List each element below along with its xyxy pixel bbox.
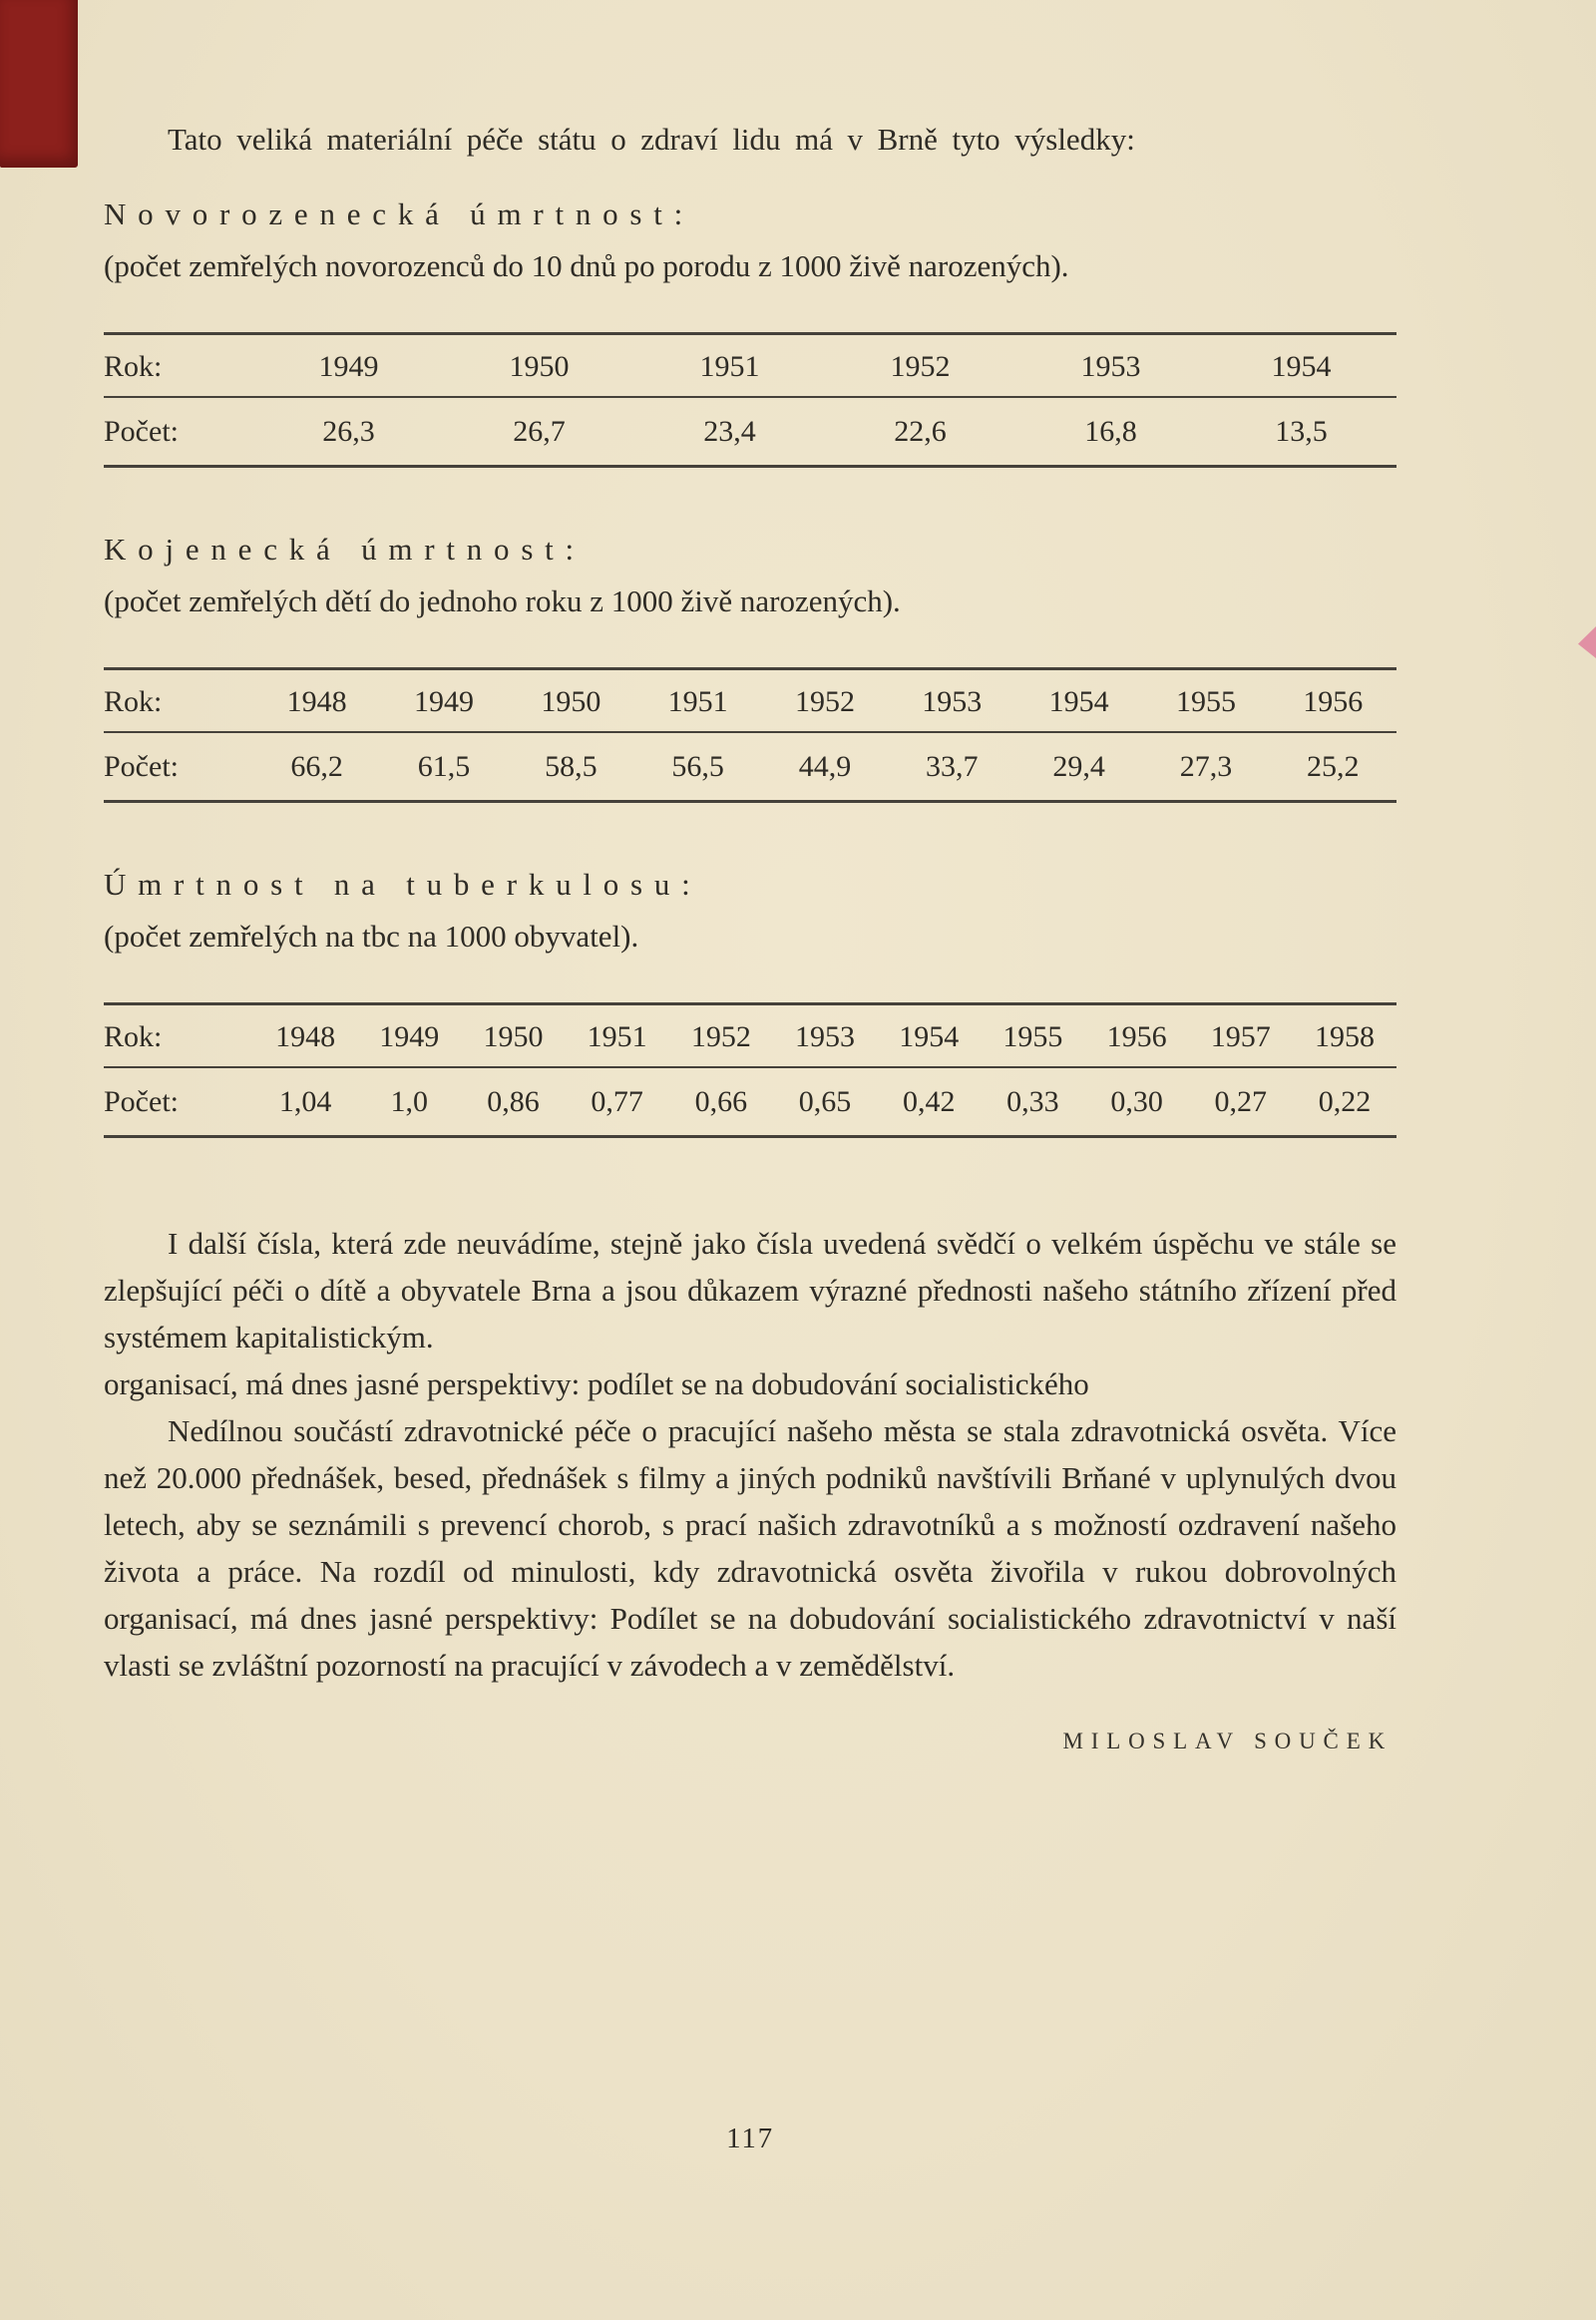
year-cell: 1954 (1048, 685, 1109, 718)
section-subtitle: (počet zemřelých na tbc na 1000 obyvatel). (104, 919, 639, 954)
table-row-values (104, 1068, 1396, 1138)
year-cell: 1952 (690, 1020, 751, 1053)
value-cell: 26,7 (513, 415, 566, 448)
year-cell: 1953 (922, 685, 983, 718)
stray-printed-line: organisací, má dnes jasné perspektivy: podílet se na dobudování socialistického (104, 1366, 1089, 1401)
red-binding-mark (0, 0, 78, 168)
value-cell: 61,5 (417, 750, 471, 783)
value-cell: 25,2 (1307, 750, 1360, 783)
year-cell: 1950 (509, 350, 570, 383)
table-row-years (104, 670, 1396, 733)
value-cell: 44,9 (798, 750, 852, 783)
intro-paragraph: Tato veliká materiální péče státu o zdraví lidu má v Brně tyto výsledky: (168, 122, 1135, 157)
value-cell: 0,42 (902, 1085, 956, 1118)
mortality-table (104, 332, 1396, 468)
year-cell: 1951 (699, 350, 760, 383)
value-cell: 0,65 (798, 1085, 852, 1118)
mortality-table (104, 1002, 1396, 1138)
table-row-values (104, 733, 1396, 803)
row-label-year: Rok: (104, 350, 163, 383)
year-cell: 1951 (587, 1020, 647, 1053)
page-content (104, 116, 1396, 1754)
year-cell: 1954 (899, 1020, 960, 1053)
author-signature: MILOSLAV SOUČEK (1062, 1729, 1393, 1753)
value-cell: 23,4 (703, 415, 756, 448)
value-cell: 13,5 (1275, 415, 1328, 448)
row-label-year: Rok: (104, 1020, 163, 1053)
year-cell: 1948 (286, 685, 347, 718)
section-subtitle: (počet zemřelých dětí do jednoho roku z 1000 živě narozených). (104, 583, 901, 618)
value-cell: 0,27 (1214, 1085, 1268, 1118)
year-cell: 1952 (890, 350, 951, 383)
section-newborn-mortality (104, 194, 1396, 468)
row-label-count: Počet: (104, 750, 179, 783)
section-infant-mortality (104, 530, 1396, 803)
year-cell: 1956 (1303, 685, 1364, 718)
row-label-year: Rok: (104, 685, 163, 718)
value-cell: 1,0 (390, 1085, 429, 1118)
year-cell: 1950 (541, 685, 601, 718)
year-cell: 1949 (379, 1020, 440, 1053)
value-cell: 26,3 (322, 415, 375, 448)
year-cell: 1954 (1271, 350, 1332, 383)
body-paragraph: I další čísla, která zde neuvádíme, stejně jako čísla uvedená svědčí o velkém úspěchu ve stále se zlepšující péči o dítě a obyvatele Brna a jsou důkazem výrazné přednosti našeho státního zřízení před systémem kapitalistickým. (104, 1226, 1396, 1354)
year-cell: 1951 (667, 685, 728, 718)
value-cell: 22,6 (894, 415, 947, 448)
year-cell: 1950 (483, 1020, 544, 1053)
table-row-values (104, 398, 1396, 468)
value-cell: 0,86 (487, 1085, 540, 1118)
year-cell: 1953 (1080, 350, 1141, 383)
value-cell: 1,04 (278, 1085, 332, 1118)
year-cell: 1958 (1314, 1020, 1375, 1053)
value-cell: 66,2 (290, 750, 343, 783)
value-cell: 16,8 (1084, 415, 1137, 448)
year-cell: 1955 (1002, 1020, 1063, 1053)
year-cell: 1953 (795, 1020, 856, 1053)
value-cell: 0,66 (694, 1085, 748, 1118)
year-cell: 1948 (275, 1020, 336, 1053)
page-number: 117 (726, 2123, 774, 2154)
row-label-count: Počet: (104, 415, 179, 448)
value-cell: 0,22 (1318, 1085, 1372, 1118)
table-row-years (104, 335, 1396, 398)
year-cell: 1956 (1106, 1020, 1167, 1053)
section-heading: Kojenecká úmrtnost: (104, 532, 586, 567)
pink-edge-mark (1578, 626, 1596, 658)
value-cell: 27,3 (1179, 750, 1233, 783)
section-tbc-mortality (104, 865, 1396, 1138)
row-label-count: Počet: (104, 1085, 179, 1118)
year-cell: 1957 (1210, 1020, 1271, 1053)
table-row-years (104, 1005, 1396, 1068)
value-cell: 0,77 (591, 1085, 643, 1118)
body-paragraph: Nedílnou součástí zdravotnické péče o pracující našeho města se stala zdravotnická osvěta. Více než 20.000 přednášek, besed, přednášek s filmy a jiných podniků navštívili Brňané v uplynulých dvou letech, aby se seznámili s prevencí chorob, s prací našich zdravotníků a s možností ozdravení našeho života a práce. Na rozdíl od minulosti, kdy zdravotnická osvěta živořila v rukou dobrovolných organisací, má dnes jasné perspektivy: Podílet se na dobudování socialistického zdravotnictví v naší vlasti se zvláštní pozorností na pracující v závodech a v zemědělství. (104, 1413, 1396, 1683)
section-heading: Úmrtnost na tuberkulosu: (104, 867, 702, 902)
value-cell: 0,33 (1006, 1085, 1059, 1118)
value-cell: 0,30 (1110, 1085, 1163, 1118)
mortality-table (104, 667, 1396, 803)
value-cell: 33,7 (926, 750, 979, 783)
value-cell: 56,5 (671, 750, 724, 783)
section-heading: Novorozenecká úmrtnost: (104, 196, 695, 231)
year-cell: 1952 (794, 685, 855, 718)
year-cell: 1949 (413, 685, 474, 718)
value-cell: 58,5 (545, 750, 598, 783)
year-cell: 1949 (318, 350, 379, 383)
section-subtitle: (počet zemřelých novorozenců do 10 dnů po porodu z 1000 živě narozených). (104, 248, 1069, 283)
year-cell: 1955 (1175, 685, 1236, 718)
value-cell: 29,4 (1052, 750, 1105, 783)
body-paragraphs (104, 1220, 1396, 1689)
